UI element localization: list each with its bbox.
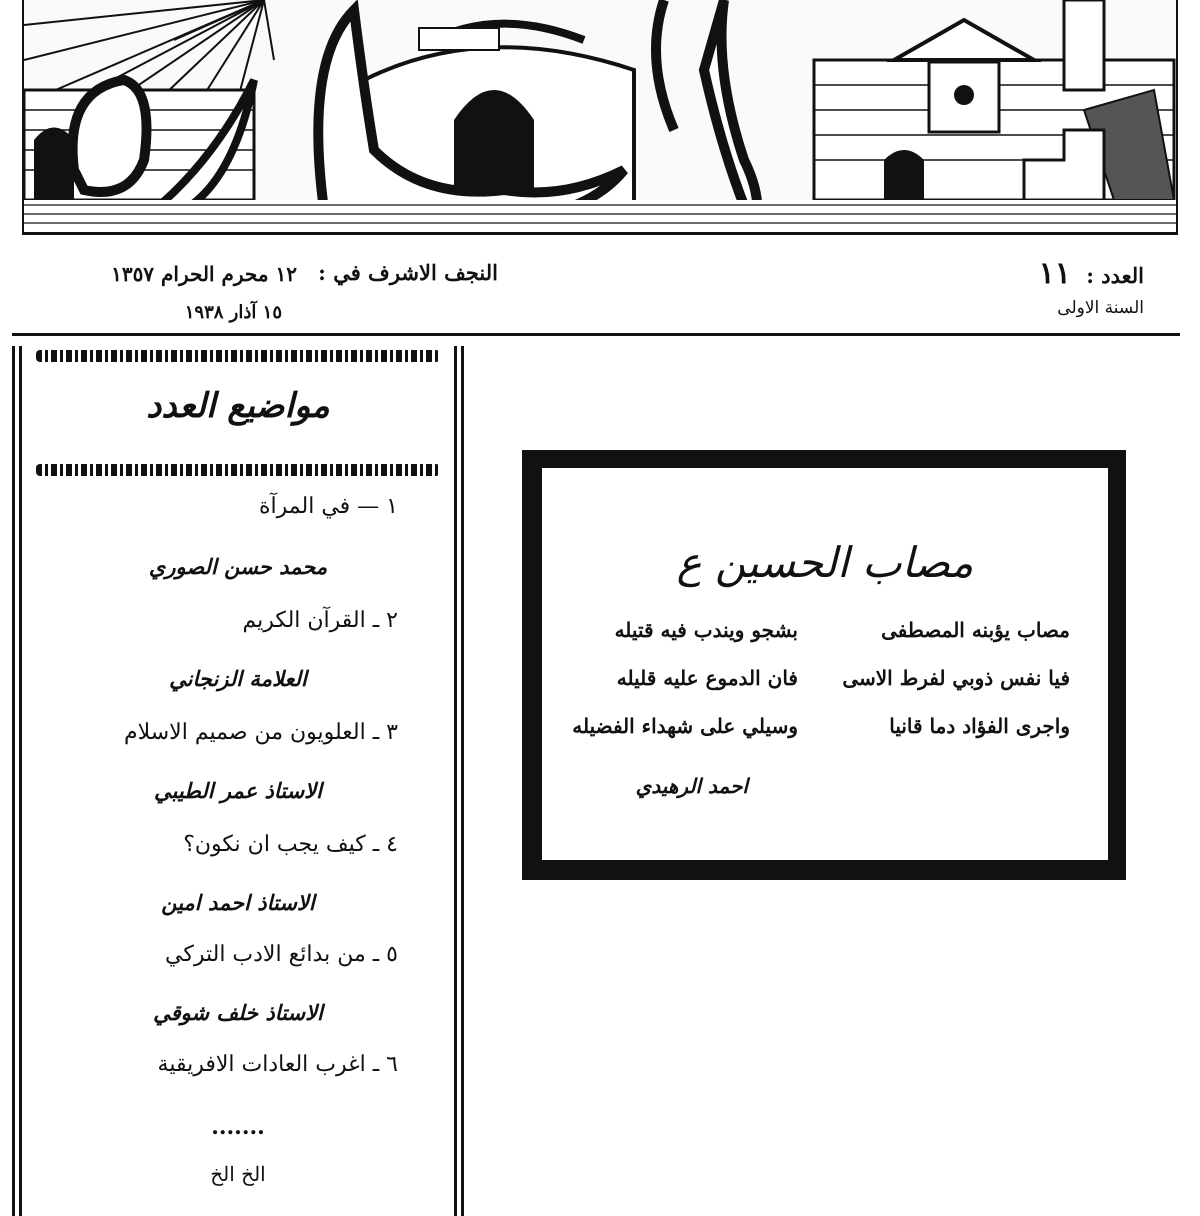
contents-item: ٣ ـ العلويون من صميم الاسلام (123, 720, 398, 745)
contents-item: ١ — في المرآة (259, 494, 398, 519)
contents-panel (12, 346, 464, 1216)
contents-author: العلامة الزنجاني (169, 666, 307, 691)
ornamental-border-top (36, 350, 440, 362)
verse-second-hemistich: وسيلي على شهداء الفضيله (572, 714, 798, 738)
header-divider (12, 333, 1180, 336)
contents-title: مواضيع العدد (146, 386, 330, 426)
contents-item: ٦ ـ اغرب العادات الافريقية (157, 1052, 398, 1077)
poem-inner (540, 466, 1110, 862)
issue-label: العدد : (1086, 263, 1144, 288)
verse-second-hemistich: بشجو ويندب فيه قتيله (614, 618, 798, 642)
verse-second-hemistich: فان الدموع عليه قليله (616, 666, 798, 690)
issue-number-value: ١١ (1038, 256, 1071, 291)
verse-first-hemistich: فيا نفس ذوبي لفرط الاسى (842, 666, 1070, 690)
masthead-illustration (22, 0, 1178, 235)
contents-item: ٤ ـ كيف يجب ان نكون؟ (183, 832, 398, 857)
issue-number (1039, 256, 1144, 291)
contents-author: الاستاذ خلف شوقي (153, 1000, 323, 1025)
contents-item: ٥ ـ من بدائع الادب التركي (165, 942, 398, 967)
ornamental-border-divider (36, 464, 440, 476)
year-label: السنة الاولى (1057, 298, 1144, 318)
contents-author: الاستاذ عمر الطيبي (153, 778, 322, 803)
contents-author: محمد حسن الصوري (148, 554, 328, 579)
gregorian-date: ١٥ آذار ١٩٣٨ (184, 302, 282, 323)
place-label: النجف الاشرف في : (318, 260, 498, 285)
contents-ellipsis: ....... (211, 1114, 265, 1140)
poet-signature: احمد الرهيدي (635, 774, 748, 798)
poem-box (522, 450, 1126, 880)
contents-author: الاستاذ احمد امين (161, 890, 315, 915)
contents-item: ٢ ـ القرآن الكريم (242, 608, 398, 633)
poem-title: مصاب الحسين ع (676, 538, 974, 587)
hijri-date: ١٢ محرم الحرام ١٣٥٧ (111, 262, 297, 286)
contents-etc: الخ الخ (210, 1162, 266, 1186)
verse-first-hemistich: مصاب يؤبنه المصطفى (881, 618, 1070, 642)
verse-first-hemistich: واجرى الفؤاد دما قانيا (889, 714, 1070, 738)
